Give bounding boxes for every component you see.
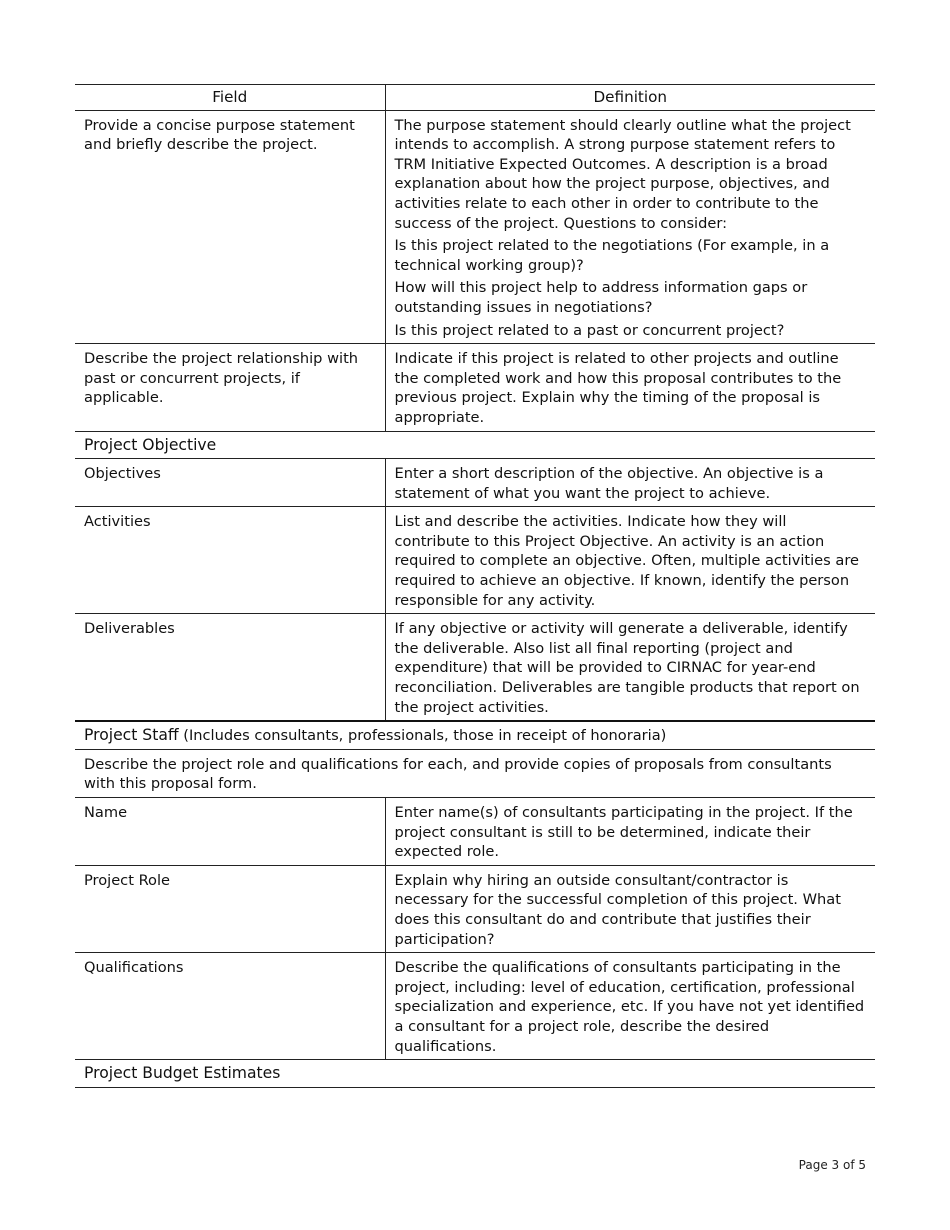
table-row: [75, 344, 875, 431]
table-row: [75, 507, 875, 614]
section-row: [75, 721, 875, 749]
definition-paragraph: How will this project help to address information gaps or outstanding issues in negotiations?: [394, 279, 808, 316]
definitions-table: [75, 84, 875, 1088]
definition-cell: Describe the qualifications of consultants participating in the project, including: level of education, certification, professional specialization and experience, etc. If you have not yet identified a consultant for a project role, describe the desired qualifications.: [385, 953, 875, 1060]
definition-cell: Enter a short description of the objective. An objective is a statement of what you want the project to achieve.: [385, 459, 875, 507]
field-cell: Activities: [75, 507, 385, 614]
header-definition: Definition: [385, 85, 875, 111]
field-cell: Objectives: [75, 459, 385, 507]
definition-cell: Indicate if this project is related to other projects and outline the completed work and how this proposal contributes to the previous project. Explain why the timing of the proposal is appropriate.: [385, 344, 875, 431]
table-row: [75, 459, 875, 507]
definition-cell: List and describe the activities. Indicate how they will contribute to this Project Objective. An activity is an action required to complete an objective. Often, multiple activities are required to achieve an objective. If known, identify the person responsible for any activity.: [385, 507, 875, 614]
section-title-staff: [75, 721, 875, 749]
section-title-objective: Project Objective: [75, 431, 875, 459]
definition-cell: Explain why hiring an outside consultant/contractor is necessary for the successful completion of this project. What does this consultant do and contribute that justifies their participation?: [385, 865, 875, 952]
table-row: [75, 865, 875, 952]
staff-intro: Describe the project role and qualifications for each, and provide copies of proposals from consultants with this proposal form.: [75, 749, 875, 797]
table-row: [75, 953, 875, 1060]
field-cell: Name: [75, 798, 385, 866]
field-cell: Provide a concise purpose statement and briefly describe the project.: [75, 110, 385, 344]
definition-cell: Enter name(s) of consultants participating in the project. If the project consultant is still to be determined, indicate their expected role.: [385, 798, 875, 866]
definition-cell: If any objective or activity will generate a deliverable, identify the deliverable. Also list all final reporting (project and expenditure) that will be provided to CIRNAC for year-end reconciliation. Deliverables are tangible products that report on the project activities.: [385, 614, 875, 721]
table-row: [75, 110, 875, 344]
section-row: [75, 1060, 875, 1088]
table-header-row: [75, 85, 875, 111]
section-note: (Includes consultants, professionals, those in receipt of honoraria): [178, 727, 667, 745]
header-field: Field: [75, 85, 385, 111]
field-cell: Deliverables: [75, 614, 385, 721]
definition-paragraph: Is this project related to the negotiations (For example, in a technical working group)?: [394, 237, 830, 274]
table-row: [75, 614, 875, 721]
field-cell: Qualifications: [75, 953, 385, 1060]
section-row: [75, 431, 875, 459]
table-row: [75, 749, 875, 797]
definition-cell: [385, 110, 875, 344]
definition-paragraph: Is this project related to a past or concurrent project?: [394, 321, 785, 339]
page-number: Page 3 of 5: [798, 1158, 866, 1172]
section-title-budget: Project Budget Estimates: [75, 1060, 875, 1088]
field-cell: Project Role: [75, 865, 385, 952]
table-row: [75, 798, 875, 866]
definition-paragraph: The purpose statement should clearly outline what the project intends to accomplish. A strong purpose statement refers to TRM Initiative Expected Outcomes. A description is a broad explanation about how the project purpose, objectives, and activities relate to each other in order to contribute to the success of the project. Questions to consider:: [394, 116, 851, 232]
section-title: Project Staff: [84, 726, 179, 745]
field-cell: Describe the project relationship with past or concurrent projects, if applicable.: [75, 344, 385, 431]
